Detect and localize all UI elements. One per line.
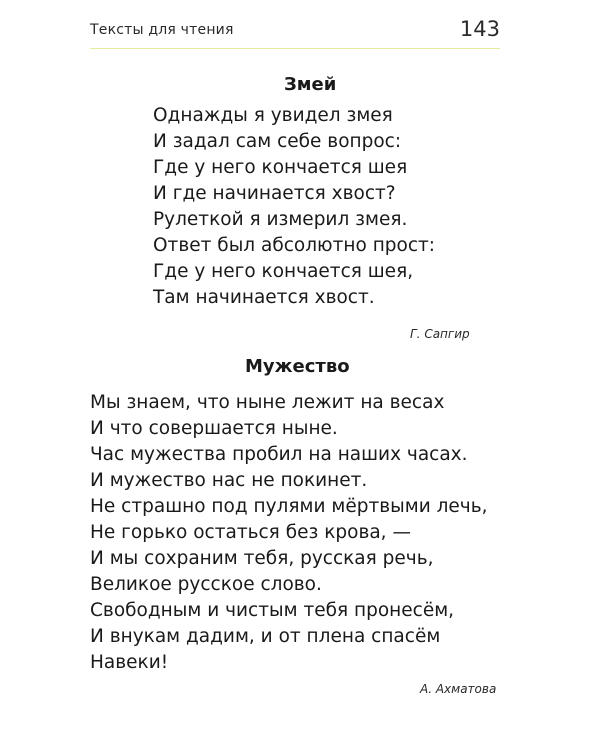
header-divider (90, 48, 500, 49)
poem-line: Не страшно под пулями мёртвыми лечь, (90, 496, 488, 517)
poem-line: И внукам дадим, и от плена спасём (90, 626, 441, 647)
poem-line: И что совершается ныне. (90, 418, 338, 439)
poem-line: Рулеткой я измерил змея. (153, 209, 408, 230)
poem-line: Час мужества пробил на наших часах. (90, 444, 468, 465)
poem-line: Мы знаем, что ныне лежит на весах (90, 392, 445, 413)
poem-line: Свободным и чистым тебя пронесём, (90, 600, 455, 621)
poem-title-zmei: Змей (284, 74, 337, 95)
poem-line: Навеки! (90, 652, 169, 673)
poem-line: Там начинается хвост. (153, 287, 375, 308)
poem-line: И мы сохраним тебя, русская речь, (90, 548, 434, 569)
poem-line: Великое русское слово. (90, 574, 322, 595)
poem-title-muzhestvo: Мужество (245, 356, 350, 377)
poem-body-zmei (153, 103, 435, 311)
poem-line: И где начинается хвост? (153, 183, 396, 204)
poem-line: И мужество нас не покинет. (90, 470, 368, 491)
page-number: 143 (459, 17, 500, 41)
poem-line: Не горько остаться без крова, — (90, 522, 411, 543)
page-header-title: Тексты для чтения (90, 22, 234, 38)
poem-author-akhmatova: А. Ахматова (420, 682, 497, 696)
poem-body-muzhestvo (90, 390, 488, 676)
poem-line: Однажды я увидел змея (153, 105, 393, 126)
poem-author-sapgir: Г. Сапгир (410, 327, 470, 341)
poem-line: Где у него кончается шея (153, 157, 408, 178)
poem-line: И задал сам себе вопрос: (153, 131, 402, 152)
poem-line: Где у него кончается шея, (153, 261, 414, 282)
poem-line: Ответ был абсолютно прост: (153, 235, 436, 256)
